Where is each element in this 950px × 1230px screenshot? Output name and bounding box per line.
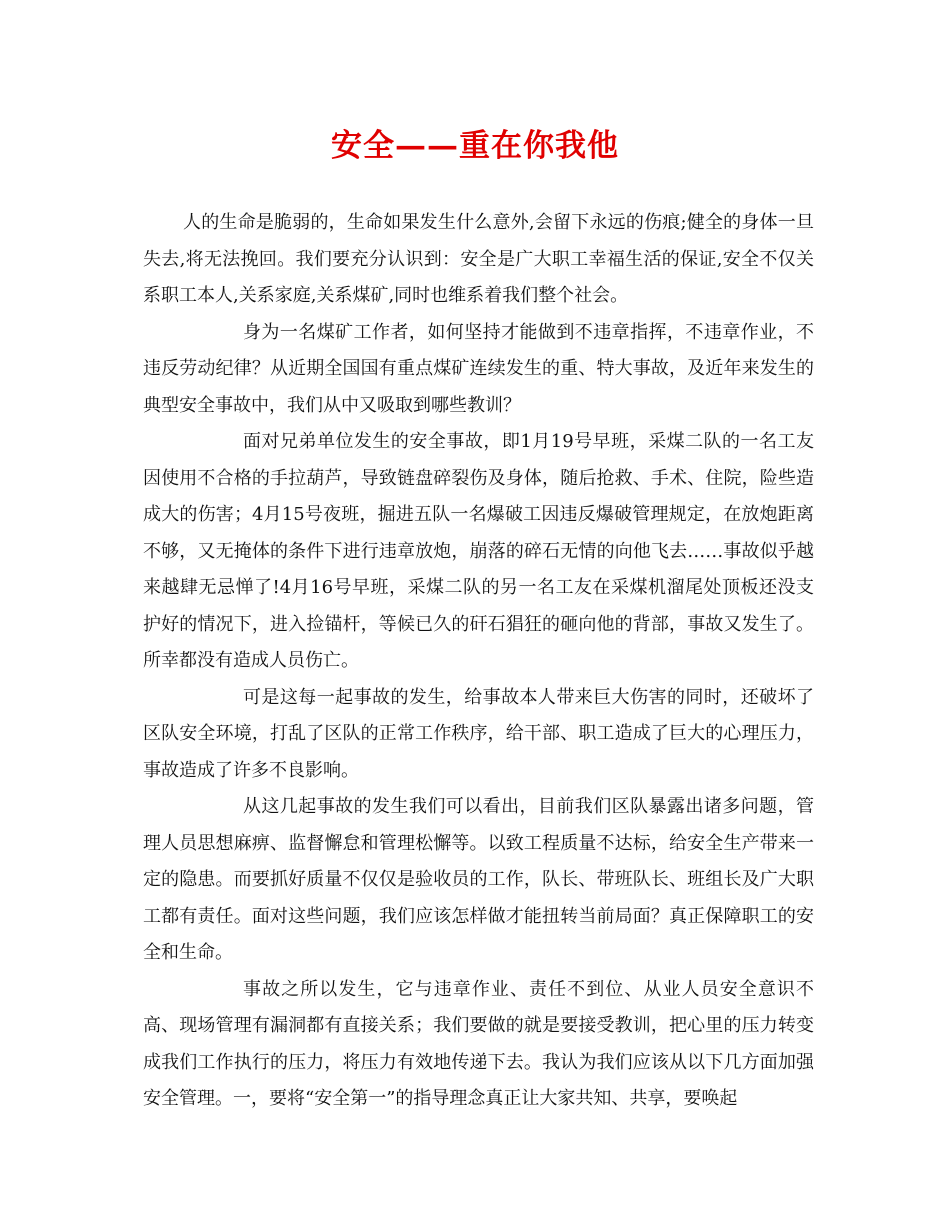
paragraph-2: 身为一名煤矿工作者，如何坚持才能做到不违章指挥，不违章作业，不违反劳动纪律？从近期全国国有重点煤矿连续发生的重、特大事故，及近年来发生的典型安全事故中，我们从中又吸取到哪些教训？: [143, 321, 814, 416]
document-body: [143, 205, 814, 1118]
paragraph-3: 面对兄弟单位发生的安全事故，即1月19号早班，采煤二队的一名工友因使用不合格的手拉葫芦，导致链盘碎裂伤及身体，随后抢救、手术、住院，险些造成大的伤害；4月15号夜班，掘进五队一名爆破工因违反爆破管理规定，在放炮距离不够，又无掩体的条件下进行违章放炮，崩落的碎石无情的向他飞去……事故似乎越来越肆无忌惮了!4月16号早班，采煤二队的另一名工友在采煤机溜尾处顶板还没支护好的情况下，进入捡锚杆，等候已久的矸石猖狂的砸向他的背部，事故又发生了。所幸都没有造成人员伤亡。: [143, 431, 814, 671]
document-title: 安全——重在你我他: [331, 128, 619, 164]
paragraph-1: 人的生命是脆弱的，生命如果发生什么意外,会留下永远的伤痕;健全的身体一旦失去,将无法挽回。我们要充分认识到：安全是广大职工幸福生活的保证,安全不仅关系职工本人,关系家庭,关系煤矿,同时也维系着我们整个社会。: [143, 212, 814, 306]
paragraph-4: 可是这每一起事故的发生，给事故本人带来巨大伤害的同时，还破坏了区队安全环境，打乱了区队的正常工作秩序，给干部、职工造成了巨大的心理压力，事故造成了许多不良影响。: [143, 686, 814, 781]
paragraph-6: 事故之所以发生，它与违章作业、责任不到位、从业人员安全意识不高、现场管理有漏洞都有直接关系；我们要做的就是要接受教训，把心里的压力转变成我们工作执行的压力，将压力有效地传递下去。我认为我们应该从以下几方面加强安全管理。一，要将“安全第一”的指导理念真正让大家共知、共享，要唤起: [143, 978, 814, 1109]
paragraph-5: 从这几起事故的发生我们可以看出，目前我们区队暴露出诸多问题，管理人员思想麻痹、监督懈怠和管理松懈等。以致工程质量不达标，给安全生产带来一定的隐患。而要抓好质量不仅仅是验收员的工作，队长、带班队长、班组长及广大职工都有责任。面对这些问题，我们应该怎样做才能扭转当前局面？真正保障职工的安全和生命。: [143, 796, 814, 963]
